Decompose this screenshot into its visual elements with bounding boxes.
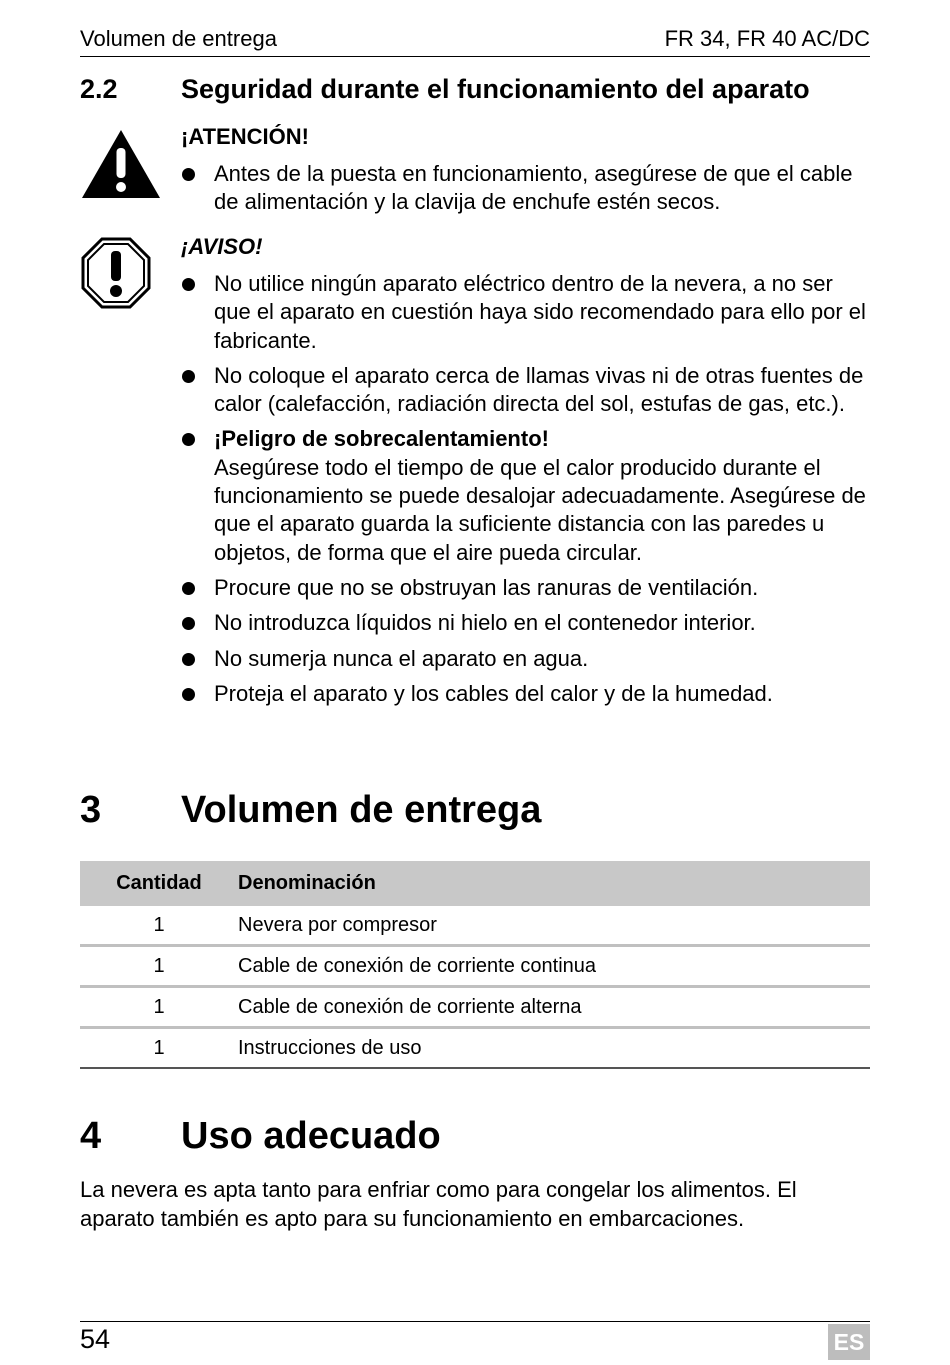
list-item: Proteja el aparato y los cables del calor y de la humedad. — [181, 680, 871, 708]
section-title: Seguridad durante el funcionamiento del aparato — [181, 74, 810, 104]
body-paragraph: La nevera es apta tanto para enfriar como para congelar los alimentos. El aparato también es apto para su funcionamiento en embarcaciones. — [80, 1177, 797, 1231]
list-item: No sumerja nunca el aparato en agua. — [181, 645, 871, 673]
chapter-title: Volumen de entrega — [181, 789, 542, 831]
warning-triangle-icon — [80, 128, 162, 200]
table-header-row — [80, 861, 870, 906]
list-item: No introduzca líquidos ni hielo en el contenedor interior. — [181, 609, 871, 637]
description-cell: Instrucciones de uso — [238, 1028, 870, 1069]
list-item: Procure que no se obstruyan las ranuras de ventilación. — [181, 574, 871, 602]
list-item: Antes de la puesta en funcionamiento, asegúrese de que el cable de alimentación y la clavija de enchufe estén secos. — [181, 160, 871, 217]
quantity-cell: 1 — [80, 906, 238, 946]
table-row — [80, 906, 870, 946]
chapter-number: 3 — [80, 789, 102, 831]
quantity-cell: 1 — [80, 987, 238, 1028]
notice-list — [181, 270, 871, 715]
description-cell: Cable de conexión de corriente continua — [238, 946, 870, 987]
section-number: 2.2 — [80, 74, 118, 104]
table-row — [80, 987, 870, 1028]
quantity-cell: 1 — [80, 1028, 238, 1069]
delivery-table — [80, 861, 870, 1069]
overheating-warning-text: Asegúrese todo el tiempo de que el calor producido durante el funcionamiento se puede desalojar adecuadamente. Asegúrese de que el aparato guarda la suficiente distancia con las paredes u objetos, de forma que el aire pueda circular. — [214, 454, 866, 565]
list-item — [181, 425, 871, 566]
footer-divider — [80, 1321, 870, 1322]
header-chapter: Volumen de entrega — [80, 26, 277, 51]
description-cell: Nevera por compresor — [238, 906, 870, 946]
header-model: FR 34, FR 40 AC/DC — [664, 26, 870, 51]
attention-label: ¡ATENCIÓN! — [181, 124, 309, 149]
chapter-title: Uso adecuado — [181, 1115, 441, 1157]
column-header-description: Denominación — [238, 861, 870, 906]
description-cell: Cable de conexión de corriente alterna — [238, 987, 870, 1028]
page-number: 54 — [80, 1324, 111, 1354]
list-item: No utilice ningún aparato eléctrico dentro de la nevera, a no ser que el aparato en cuestión haya sido recomendado para ello por el fabricante. — [181, 270, 871, 355]
attention-list — [181, 160, 871, 224]
notice-octagon-icon — [80, 236, 152, 310]
list-item: No coloque el aparato cerca de llamas vivas ni de otras fuentes de calor (calefacción, radiación directa del sol, estufas de gas, etc.). — [181, 362, 871, 419]
column-header-quantity: Cantidad — [80, 861, 238, 906]
language-badge: ES — [828, 1324, 870, 1360]
chapter-number: 4 — [80, 1115, 102, 1157]
table-row — [80, 946, 870, 987]
page-header — [80, 26, 870, 57]
overheating-warning-title: ¡Peligro de sobrecalentamiento! — [214, 426, 549, 452]
notice-label: ¡AVISO! — [181, 234, 263, 259]
table-row — [80, 1028, 870, 1069]
quantity-cell: 1 — [80, 946, 238, 987]
